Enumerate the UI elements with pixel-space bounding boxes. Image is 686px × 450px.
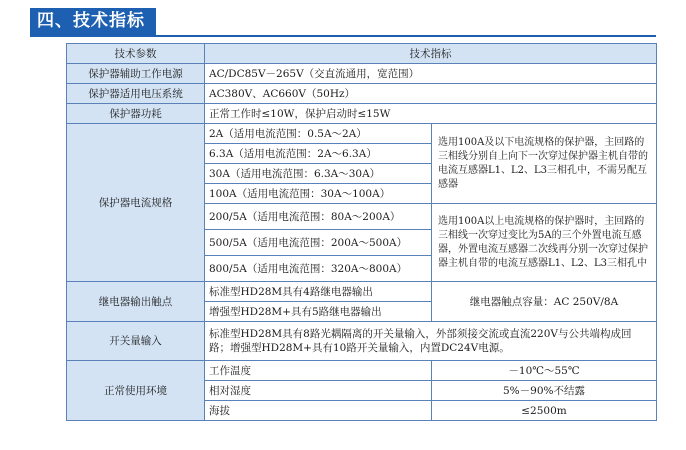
table-row [67, 361, 657, 381]
section-title: 四、技术指标 [30, 8, 156, 35]
param-voltage-system: 保护器适用电压系统 [67, 84, 205, 104]
env-item-value: －10℃～55℃ [432, 361, 657, 381]
header-spec: 技术指标 [205, 44, 657, 64]
value-voltage-system: AC380V、AC660V（50Hz） [205, 84, 657, 104]
param-relay-output: 继电器输出触点 [67, 282, 205, 322]
param-environment: 正常使用环境 [67, 361, 205, 421]
table-row [67, 124, 657, 144]
title-underline [30, 35, 656, 37]
param-power-consumption: 保护器功耗 [67, 104, 205, 124]
table-row [67, 322, 657, 361]
current-spec-item: 6.3A（适用电流范围：2A～6.3A） [205, 144, 432, 164]
env-item-name: 相对湿度 [205, 381, 432, 401]
header-param: 技术参数 [67, 44, 205, 64]
current-spec-item: 500/5A（适用电流范围：200A～500A） [205, 230, 432, 256]
param-switch-input: 开关量输入 [67, 322, 205, 361]
relay-enhanced: 增强型HD28M+具有5路继电器输出 [205, 302, 432, 322]
spec-table [66, 43, 657, 421]
env-item-name: 海拔 [205, 401, 432, 421]
current-note-high: 选用100A以上电流规格的保护器时，主回路的三相线一次穿过变比为5A的三个外置电流互感器，外置电流互感器二次线再分别一次穿过保护器主机自带的电流互感器L1、L2、L3三相孔中 [432, 204, 657, 282]
value-power-consumption: 正常工作时≤10W，保护启动时≤15W [205, 104, 657, 124]
table-row [67, 64, 657, 84]
current-spec-item: 200/5A（适用电流范围：80A～200A） [205, 204, 432, 230]
env-item-name: 工作温度 [205, 361, 432, 381]
param-aux-power: 保护器辅助工作电源 [67, 64, 205, 84]
table-row [67, 282, 657, 302]
table-row [67, 84, 657, 104]
current-spec-item: 2A（适用电流范围：0.5A～2A） [205, 124, 432, 144]
param-current-spec: 保护器电流规格 [67, 124, 205, 282]
value-switch-input: 标准型HD28M具有8路光耦隔离的开关量输入，外部须接交流或直流220V与公共端构成回路；增强型HD28M+具有10路开关量输入，内置DC24V电源。 [205, 322, 657, 361]
current-note-low: 选用100A及以下电流规格的保护器，主回路的三相线分别自上向下一次穿过保护器主机自带的电流互感器L1、L2、L3三相孔中，不需另配互感器 [432, 124, 657, 204]
env-item-value: 5%－90%不结露 [432, 381, 657, 401]
current-spec-item: 800/5A（适用电流范围：320A～800A） [205, 256, 432, 282]
current-spec-item: 100A（适用电流范围：30A～100A） [205, 184, 432, 204]
table-header-row [67, 44, 657, 64]
relay-standard: 标准型HD28M具有4路继电器输出 [205, 282, 432, 302]
section-header [30, 8, 656, 36]
value-aux-power: AC/DC85V－265V（交直流通用，宽范围） [205, 64, 657, 84]
table-row [67, 104, 657, 124]
env-item-value: ≤2500m [432, 401, 657, 421]
relay-capacity: 继电器触点容量：AC 250V/8A [432, 282, 657, 322]
current-spec-item: 30A（适用电流范围：6.3A～30A） [205, 164, 432, 184]
